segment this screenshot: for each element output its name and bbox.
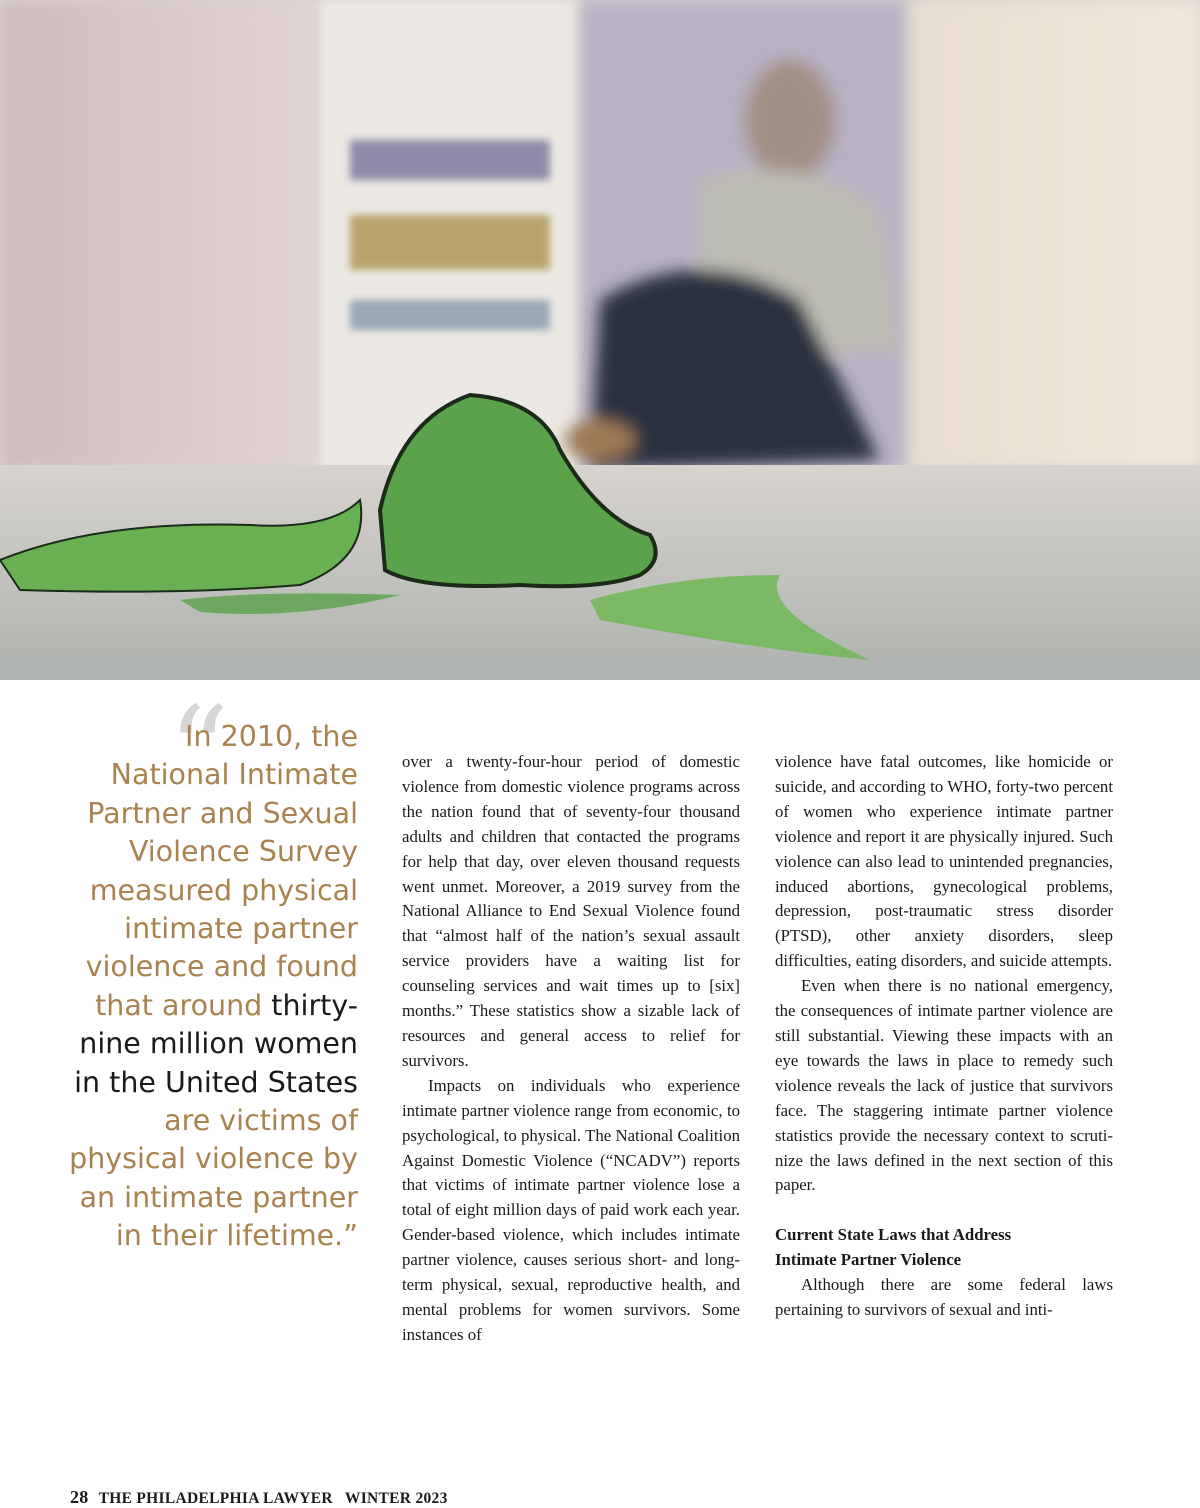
page-number: 28 bbox=[70, 1487, 89, 1507]
hero-photo bbox=[0, 0, 1200, 680]
pull-quote-lead: In 2010, the National Intimate Partner and Sexual Violence Survey measured physical intimate partner violence and found that around bbox=[85, 720, 358, 1022]
paragraph: Impacts on individuals who experience intimate partner violence range from economic, to psychological, to physical. The National Coalition Against Domestic Violence (“NCADV”) reports that victims of intimate partner violence lose a total of eight million days of paid work each year. Gender-based violence, which includes intimate partner violence, causes serious short- and long-term physical, sexual, reproductive health, and mental problems for women survivors. Some instances of bbox=[402, 1075, 740, 1344]
publication-name: THE PHILADELPHIA LAWYER bbox=[98, 1490, 333, 1507]
section-heading bbox=[775, 1223, 1113, 1273]
issue-label: WINTER 2023 bbox=[344, 1490, 448, 1507]
paragraph: over a twenty-four-hour period of domestic violence from domestic violence programs across the nation found that of seventy-four thousand adults and children that contacted the programs for help that day, over eleven thousand requests went unmet. Moreover, a 2019 survey from the National Alliance to End Sexual Violence found that “almost half of the nation’s sexual assault service providers have a waiting list for counseling services and wait times up to [six] months.” These statistics show a sizable lack of resources and general access to relief for survivors. bbox=[402, 752, 740, 1070]
section-heading-line: Current State Laws that Address bbox=[775, 1225, 1012, 1245]
body-column-2 bbox=[775, 750, 1113, 1323]
pull-quote-tail: are victims of physical violence by an intimate partner in their lifetime.” bbox=[69, 1104, 358, 1253]
paragraph: Although there are some federal laws pertaining to survivors of sexual and inti- bbox=[775, 1275, 1113, 1319]
pull-quote bbox=[60, 718, 358, 1256]
paragraph: violence have fatal outcomes, like homicide or suicide, and according to WHO, forty-two percent of women who experience intimate partner violence and report it are physically injured. Such violence can also lead to unintended pregnancies, induced abortions, gynecological problems, depression, post-traumatic stress disorder (PTSD), other anxiety disorders, sleep difficulties, eating disorders, and suicide attempts. bbox=[775, 752, 1113, 971]
pull-quote-emphasis: thirty-nine million women in the United States bbox=[74, 988, 358, 1099]
quote-mark-icon: “ bbox=[168, 682, 230, 821]
paragraph: Even when there is no national emergency, the consequences of intimate partner violence are still substantial. Viewing these impacts with an eye towards the laws in place to remedy such violence reveals the lack of justice that survivors face. The staggering intimate partner violence statistics provide the necessary context to scrutinize the laws defined in the next section of this paper. bbox=[775, 976, 1113, 1195]
section-heading-line: Intimate Partner Violence bbox=[775, 1250, 962, 1270]
page-footer bbox=[70, 1487, 448, 1508]
body-column-1 bbox=[402, 750, 740, 1348]
